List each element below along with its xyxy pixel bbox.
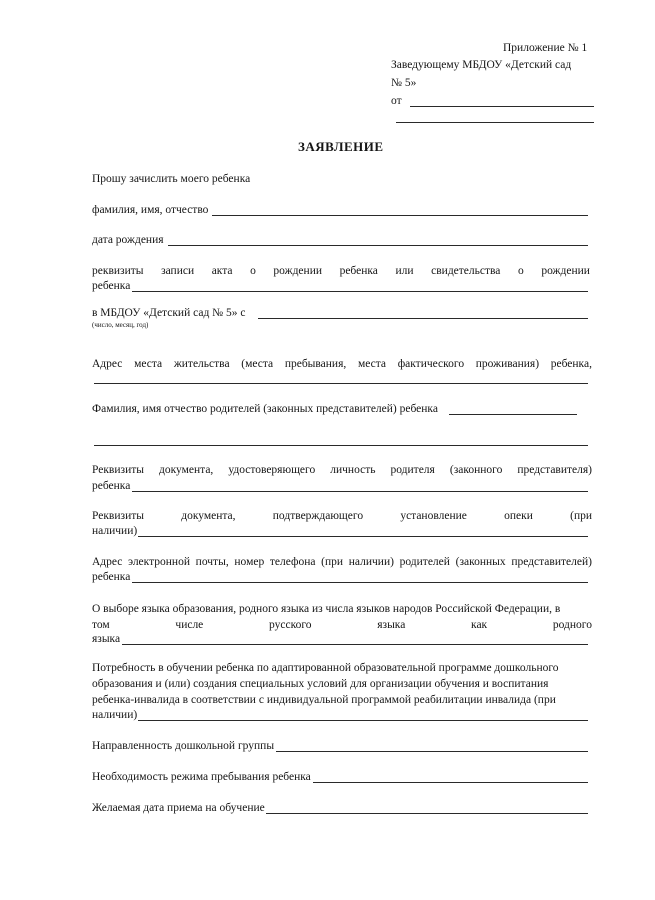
birthdate-input-line[interactable] [168, 245, 588, 246]
word: свидетельства [431, 265, 501, 277]
parents-fio-input-line-1[interactable] [449, 414, 577, 415]
word: наличии) [348, 556, 394, 568]
word: Реквизиты [92, 510, 144, 522]
adapted-input-line[interactable] [138, 720, 588, 721]
word: места [134, 358, 163, 370]
parents-fio-input-line-2[interactable] [94, 445, 588, 446]
word: подтверждающего [272, 510, 364, 522]
group-focus-label: Направленность дошкольной группы [92, 740, 275, 752]
addressee-line-2: № 5» [391, 77, 417, 89]
addressee-line-1: Заведующему МБДОУ «Детский сад [391, 59, 572, 71]
admission-label: в МБДОУ «Детский сад № 5» с [92, 307, 246, 319]
word: документа, [159, 464, 214, 476]
appendix-label: Приложение № 1 [503, 42, 588, 54]
word: почты, [195, 556, 229, 568]
from-label: от [391, 95, 402, 107]
word: акта [211, 265, 233, 277]
stay-mode-label: Необходимость режима пребывания ребенка [92, 771, 311, 783]
parent-doc-input-line[interactable] [132, 491, 588, 492]
word: (при [321, 556, 344, 568]
word: (места [241, 358, 274, 370]
word: пребывания, [284, 358, 347, 370]
word: жительства [173, 358, 230, 370]
word: языка [377, 619, 406, 631]
word: рождении [541, 265, 590, 277]
word: личность [330, 464, 376, 476]
word: том [92, 619, 110, 631]
word: электронной [128, 556, 190, 568]
adapted-line3: ребенка-инвалида в соответствии с индивидуальной программой реабилитации инвалида (при [92, 694, 556, 706]
word: как [471, 619, 488, 631]
fio-input-line[interactable] [212, 215, 588, 216]
adapted-line4: наличии) [92, 709, 138, 721]
residence-input-line[interactable] [94, 383, 588, 384]
word: числе [175, 619, 204, 631]
word: (законного [449, 464, 503, 476]
word: (при [570, 510, 592, 522]
word: Адрес [92, 358, 123, 370]
group-focus-input-line[interactable] [276, 751, 588, 752]
word: документа, [181, 510, 236, 522]
birth-record-line2-label: ребенка [92, 280, 131, 292]
word: номер [234, 556, 265, 568]
contacts-input-line[interactable] [132, 582, 588, 583]
intro-text: Прошу зачислить моего ребенка [92, 173, 251, 185]
adapted-line1: Потребность в обучении ребенка по адаптированной образовательной программе дошкольного [92, 662, 559, 674]
word: русского [269, 619, 312, 631]
document-title: ЗАЯВЛЕНИЕ [298, 139, 384, 154]
from-input-line-1[interactable] [410, 106, 594, 107]
word: представителей) [511, 556, 592, 568]
parents-fio-label: Фамилия, имя отчество родителей (законных представителей) ребенка [92, 403, 438, 415]
birthdate-label: дата рождения [92, 234, 164, 246]
word: проживания) [475, 358, 540, 370]
word: или [395, 265, 414, 277]
word: родителей [399, 556, 450, 568]
word: Реквизиты [92, 464, 144, 476]
admission-hint: (число, месяц, год) [92, 321, 149, 329]
word: фактического [397, 358, 465, 370]
word: телефона [269, 556, 316, 568]
adapted-line2: образования и (или) создания специальных условий для организации обучения и воспитания [92, 678, 549, 690]
word: удостоверяющего [228, 464, 316, 476]
language-line3-label: языка [92, 633, 121, 645]
word: места [357, 358, 386, 370]
word: рождении [273, 265, 322, 277]
word: родителя [390, 464, 435, 476]
parent-doc-label [92, 465, 592, 477]
language-line2-label [92, 620, 592, 632]
word: представителя) [517, 464, 592, 476]
contacts-label [92, 557, 592, 569]
guardianship-line2-label: наличии) [92, 525, 138, 537]
word: Адрес [92, 556, 123, 568]
word: опеки [504, 510, 533, 522]
word: родного [552, 619, 592, 631]
from-input-line-2[interactable] [396, 122, 594, 123]
parent-doc-line2-label: ребенка [92, 480, 131, 492]
language-input-line[interactable] [122, 644, 588, 645]
word: реквизиты [92, 265, 144, 277]
word: (законных [455, 556, 506, 568]
language-label: О выборе языка образования, родного языка из числа языков народов Российской Федерации, в [92, 603, 561, 615]
residence-label [92, 359, 592, 371]
word: ребенка [339, 265, 378, 277]
stay-mode-input-line[interactable] [313, 782, 588, 783]
guardianship-label [92, 511, 592, 523]
word: о [250, 265, 256, 277]
word: о [518, 265, 524, 277]
word: ребенка, [550, 358, 592, 370]
fio-label: фамилия, имя, отчество [92, 204, 209, 216]
word: установление [400, 510, 467, 522]
start-date-input-line[interactable] [266, 813, 588, 814]
guardianship-input-line[interactable] [138, 536, 588, 537]
birth-record-label [92, 266, 590, 278]
word: записи [161, 265, 195, 277]
admission-input-line[interactable] [258, 318, 588, 319]
contacts-line2-label: ребенка [92, 571, 131, 583]
birth-record-input-line[interactable] [132, 291, 588, 292]
start-date-label: Желаемая дата приема на обучение [92, 802, 265, 814]
